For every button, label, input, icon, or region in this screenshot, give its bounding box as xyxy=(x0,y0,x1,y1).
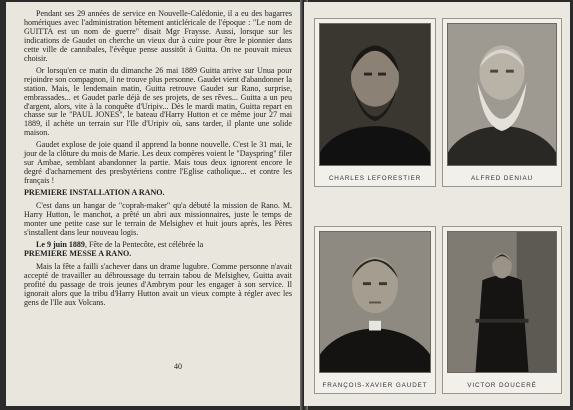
photo-caption: ALFRED DENIAU xyxy=(470,175,534,182)
right-page xyxy=(304,2,570,406)
date-rest: , Fête de la Pentecôte, est célébrée la xyxy=(84,239,204,249)
portrait-young-priest-icon xyxy=(319,231,431,373)
paragraph: Pendant ses 29 années de service en Nouvelle-Calédonie, il a eu des bagarres homériques avec l'administration bêtement anticléricale de l'époque : "Le nom de GUITTA est un nom de guerre" disait Mgr Fraysse. Aussi, lorsque sur les indications de Gaudet on cherche un vieux dur à cuire pour être le pionnier dans cette ville de cannibales, l'évêque pense aussitôt à Guitta. On ne pouvait mieux choisir. xyxy=(24,9,292,63)
portrait-white-bearded-man-icon xyxy=(447,23,557,166)
photo-card xyxy=(314,18,436,187)
portrait-bearded-man-icon xyxy=(319,23,431,166)
photo-card xyxy=(442,226,562,394)
paragraph: Gaudet explose de joie quand il apprend la bonne nouvelle. C'est le 31 mai, le jour de la clôture du mois de Marie. Les deux compères voient le "Dayspring" filer sur Ambae, semblant abandonner la partie. Mais tous deux ignorent encore le degré d'acharnement des presbytériens contre l'Eglise catholique... et contre les français ! xyxy=(24,140,292,186)
photo-card xyxy=(442,18,562,187)
body-text xyxy=(24,10,292,311)
photo-caption: CHARLES LEFORESTIER xyxy=(328,175,422,182)
left-page xyxy=(6,2,302,406)
section-heading: PREMIERE INSTALLATION A RANO. xyxy=(24,188,165,198)
paragraph: Mais la fête a failli s'achever dans un drame lugubre. Comme personne n'avait accepté de travailler au débroussage du terrain tabou de Melsighev, Guitta avait profité du passage de trois jeunes d'Ambrym pour les engager à son service. Il ignorait alors que la tribu d'Harry Hutton avait un vieux compte à régler avec les gens de l'Ile aux Volcans. xyxy=(24,261,292,307)
portrait-standing-priest-icon xyxy=(447,231,557,373)
section-heading: PREMIERE MESSE A RANO. xyxy=(24,248,132,258)
page-number: 40 xyxy=(174,362,182,371)
paragraph: Or lorsqu'en ce matin du dimanche 26 mai 1889 Guitta arrive sur Unua pour rejoindre son compagnon, il ne trouve plus personne. Gaudet vient d'abandonner la station. Mais, le lendemain matin, Guitta retrouve Gaudet sur Rano, surprise, embrassades... et Gaudet parle déjà de ses projets, de ses rêves... Guitta a un peu d'argent, alors, vite à la conquête d'Uripiv... Dès le mardi matin, Guitta repart en chasse sur le "PAUL JONES", le bateau d'Harry Hutton et ce même jour 27 mai 1889, il achète un terrain sur l'Ile d'Uripiv où, sans tarder, il plante une solide maison. xyxy=(24,65,292,138)
paragraph: C'est dans un hangar de "coprah-maker" qu'a débuté la mission de Rano. M. Harry Hutton, le manchot, a prêté un abri aux missionnaires, juste le temps de monter une petite case sur le terrain de Melsighev et huit jours après, les Pères s'installent dans leur nouveau logis. xyxy=(24,201,292,237)
date-highlight: Le 9 juin 1889 xyxy=(36,239,85,249)
photo-caption: FRANÇOIS-XAVIER GAUDET xyxy=(322,382,428,389)
photo-card xyxy=(314,226,436,394)
photo-caption: VICTOR DOUCERÉ xyxy=(467,382,537,389)
